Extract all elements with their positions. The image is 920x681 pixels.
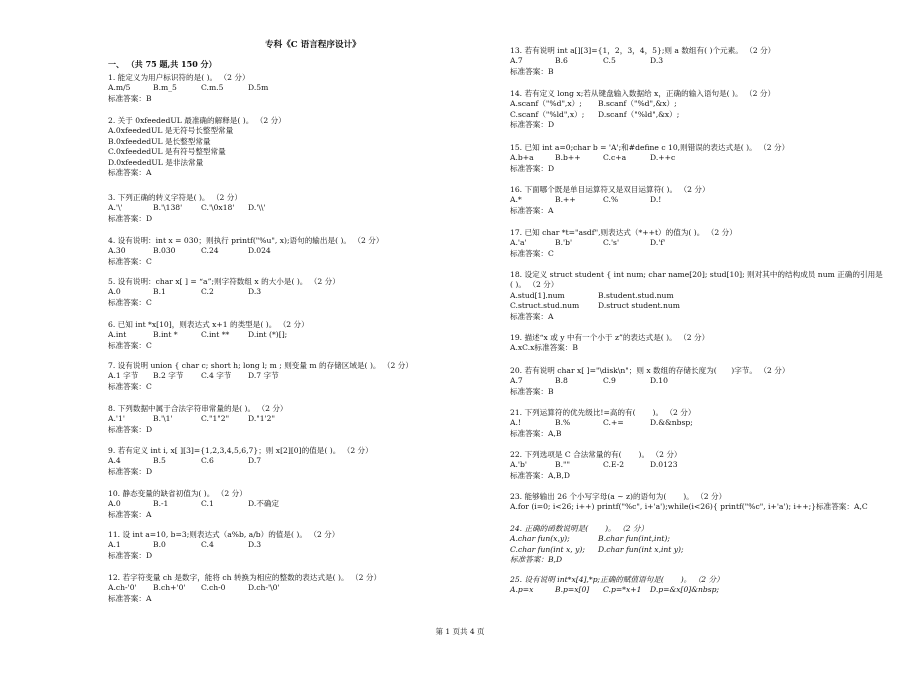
- options-row: [510, 110, 890, 120]
- option-A: A.b+a: [510, 153, 534, 163]
- options-row: [108, 414, 493, 424]
- options-row: [510, 545, 890, 555]
- option-C: C.E-2: [603, 460, 625, 470]
- question-14: [510, 89, 890, 131]
- standard-answer: 标准答案：C: [108, 256, 152, 266]
- question-line: D.0xfeededUL 是非法常量: [108, 157, 204, 167]
- standard-answer: 标准答案：A: [510, 311, 554, 321]
- option-C: C.'s': [603, 238, 620, 248]
- question-text: 25. 设有说明 int*x[4],*p;正确的赋值语句是( )。 （2 分）: [510, 575, 724, 584]
- option-C: C.'\0x18': [201, 203, 235, 213]
- question-text: 1. 能定义为用户标识符的是( )。 （2 分）: [108, 73, 250, 82]
- options-row: [108, 203, 493, 213]
- question-text: 10. 静态变量的缺省初值为( )。 （2 分）: [108, 489, 247, 498]
- option-D: D.不确定: [248, 499, 280, 509]
- options-row: [510, 534, 890, 544]
- question-text: 3. 下列正确的转义字符是( )。 （2 分）: [108, 193, 242, 202]
- question-16: [510, 185, 890, 216]
- option-C: C.1: [201, 499, 214, 509]
- standard-answer: 标准答案：C: [108, 381, 152, 391]
- standard-answer: 标准答案：A,B: [510, 428, 562, 438]
- option-C: C.6: [201, 456, 214, 466]
- question-text: 13. 若有说明 int a[][3]={1，2，3，4，5};则 a 数组有( )个元素。 （2 分）: [510, 46, 776, 55]
- option-D: D."1'2": [248, 414, 275, 424]
- question-text: 17. 已知 char *t="asdf",则表达式（*++t）的值为( )。 （2 分）: [510, 228, 737, 237]
- option-D: D.3: [248, 287, 262, 297]
- standard-answer: 标准答案：D: [108, 550, 153, 560]
- option-D: D.!: [650, 195, 662, 205]
- option-B: B.5: [153, 456, 166, 466]
- question-text: 6. 已知 int *x[10]，则表达式 x+1 的类型是( )。 （2 分）: [108, 320, 309, 329]
- option-B: B.++: [555, 195, 576, 205]
- question-24: [510, 524, 890, 566]
- options-row: [108, 330, 493, 340]
- option-C: C.9: [603, 376, 616, 386]
- standard-answer: 标准答案：D: [108, 424, 153, 434]
- standard-answer: 标准答案：B: [510, 66, 554, 76]
- option-A: A.1 字节: [108, 371, 139, 381]
- options-row: [510, 291, 890, 301]
- option-B: B.student.stud.num: [598, 290, 674, 300]
- standard-answer: 标准答案：A,B,D: [510, 470, 570, 480]
- option-C: C.struct.stud.num: [510, 301, 580, 311]
- option-D: D.'\\': [248, 203, 266, 213]
- question-text: 12. 若字符变量 ch 是数字，能将 ch 转换为相应的整数的表达式是( )。 （2 分）: [108, 573, 382, 582]
- option-D: D.024: [248, 246, 271, 256]
- options-row: [510, 238, 890, 248]
- option-C: C.24: [201, 246, 219, 256]
- option-A: A.30: [108, 246, 126, 256]
- standard-answer: 标准答案：A: [108, 593, 152, 603]
- option-C: C.scanf（"%ld",x）;: [510, 109, 585, 119]
- options-row: [108, 540, 493, 550]
- options-row: [510, 418, 890, 428]
- option-D: D.struct student.num: [598, 301, 680, 311]
- question-text: 24. 正确的函数说明是( )。 （2 分）: [510, 524, 649, 533]
- section-heading: 一、 （共 75 题,共 150 分）: [108, 59, 217, 69]
- question-19: [510, 333, 890, 354]
- question-11: [108, 530, 493, 561]
- options-row: [510, 301, 890, 311]
- option-C: C.5: [603, 56, 616, 66]
- option-A: A.!: [510, 418, 521, 428]
- standard-answer: 标准答案：B,D: [510, 555, 563, 565]
- option-B: B.030: [153, 246, 176, 256]
- question-23: [510, 492, 890, 513]
- option-B: B."": [555, 460, 570, 470]
- question-1: [108, 73, 493, 104]
- option-A: A.int: [108, 330, 127, 340]
- option-A: A.*: [510, 195, 522, 205]
- question-7: [108, 361, 493, 392]
- page-title: 专科《C 语言程序设计》: [265, 40, 361, 50]
- question-line: A.0xfeededUL 是无符号长整型常量: [108, 126, 234, 136]
- question-text: 22. 下列选项是 C 合法常量的有( )。 （2 分）: [510, 450, 682, 459]
- question-text: 9. 若有定义 int i, x[ ][3]={1,2,3,4,5,6,7}；则 x[2][0]的值是( )。 （2 分）: [108, 446, 373, 455]
- option-C: C.+=: [603, 418, 624, 428]
- option-A: A.7: [510, 56, 523, 66]
- question-text: 4. 设有说明：int x = 030；则执行 printf("%u", x);语句的输出是( )。 （2 分）: [108, 236, 384, 245]
- standard-answer: 标准答案：A: [108, 168, 152, 178]
- option-B: B.int *: [153, 330, 178, 340]
- question-text: 23. 能够输出 26 个小写字母(a ~ z)的语句为( )。 （2 分）: [510, 492, 727, 501]
- option-A: A.p=x: [510, 585, 534, 595]
- question-9: [108, 446, 493, 477]
- question-text: 5. 设有说明：char x[ ] = “a”;则字符数组 x 的大小是( )。 （2 分）: [108, 277, 340, 286]
- options-row: [510, 99, 890, 109]
- question-text: 11. 设 int a=10, b=3;则表达式（a%b, a/b）的值是( )。 （2 分）: [108, 530, 340, 539]
- option-A: A.7: [510, 376, 523, 386]
- option-A: A.scanf（"%d",x）;: [510, 99, 582, 109]
- option-D: D.++c: [650, 153, 676, 163]
- option-A: A.'1': [108, 414, 125, 424]
- question-line: A.xC.x标准答案：B: [510, 343, 578, 353]
- question-text: 14. 若有定义 long x;若从键盘输入数据给 x，正确的输入语句是( )。 （2 分）: [510, 89, 776, 98]
- options-row: [510, 153, 890, 163]
- question-22: [510, 450, 890, 481]
- question-21: [510, 408, 890, 439]
- option-C: C.4 字节: [201, 371, 232, 381]
- question-text: 15. 已知 int a=0;char b = 'A';和#define c 10,则错误的表达式是( )。 （2 分）: [510, 143, 790, 152]
- option-D: D.p=&x[0]&nbsp;: [650, 585, 720, 595]
- options-row: [510, 585, 890, 595]
- option-D: D.char fun(int x,int y);: [598, 544, 684, 554]
- option-B: B.-1: [153, 499, 169, 509]
- option-C: C.%: [603, 195, 619, 205]
- question-text: 8. 下列数据中属于合法字符串常量的是( )。 （2 分）: [108, 404, 288, 413]
- option-D: D.'f': [650, 238, 666, 248]
- option-B: B.8: [555, 376, 568, 386]
- question-line: B.0xfeededUL 是长整型常量: [108, 136, 211, 146]
- option-A: A.stud[1].num: [510, 290, 565, 300]
- question-6: [108, 320, 493, 351]
- standard-answer: 标准答案：D: [108, 466, 153, 476]
- standard-answer: 标准答案：A: [510, 205, 554, 215]
- option-B: B.'b': [555, 238, 573, 248]
- option-D: D.int (*)[];: [248, 330, 288, 340]
- standard-answer: 标准答案：B: [510, 386, 554, 396]
- standard-answer: 标准答案：D: [510, 163, 555, 173]
- options-row: [108, 499, 493, 509]
- option-D: D.0123: [650, 460, 678, 470]
- option-C: C.int **: [201, 330, 230, 340]
- option-B: B.2 字节: [153, 371, 184, 381]
- question-text: 19. 描述“x 或 y 中有一个小于 z”的表达式是( )。 （2 分）: [510, 333, 710, 342]
- option-B: B.m_5: [153, 83, 177, 93]
- option-B: B.scanf（"%d",&x）;: [598, 99, 677, 109]
- options-row: [510, 460, 890, 470]
- option-B: B.1: [153, 287, 166, 297]
- standard-answer: 标准答案：A: [108, 509, 152, 519]
- option-D: D.7: [248, 456, 262, 466]
- question-17: [510, 228, 890, 259]
- standard-answer: 标准答案：C: [108, 340, 152, 350]
- question-15: [510, 143, 890, 174]
- question-text: 7. 设有说明 union { char c; short h; long l; m ; 则变量 m 的存储区域是( )。 （2 分）: [108, 361, 413, 370]
- option-B: B.'\138': [153, 203, 183, 213]
- option-A: A.1: [108, 540, 121, 550]
- option-D: D.&&nbsp;: [650, 418, 693, 428]
- options-row: [108, 371, 493, 381]
- question-text: 2. 关于 0xfeededUL 最准确的解释是( )。 （2 分）: [108, 116, 286, 125]
- options-row: [108, 456, 493, 466]
- question-line: C.0xfeededUL 是有符号整型常量: [108, 147, 226, 157]
- option-C: C."1"2": [201, 414, 230, 424]
- question-12: [108, 573, 493, 604]
- option-C: C.ch-0: [201, 583, 226, 593]
- options-row: [510, 195, 890, 205]
- option-B: B.ch+'0': [153, 583, 186, 593]
- question-25: [510, 575, 890, 596]
- options-row: [108, 583, 493, 593]
- question-8: [108, 404, 493, 435]
- option-A: A.'b': [510, 460, 527, 470]
- option-D: D.3: [650, 56, 664, 66]
- question-5: [108, 277, 493, 308]
- question-text: 16. 下面哪个既是单目运算符又是双目运算符( )。 （2 分）: [510, 185, 710, 194]
- question-4: [108, 236, 493, 267]
- option-D: D.10: [650, 376, 668, 386]
- option-C: C.p=*x+1: [603, 585, 642, 595]
- option-B: B.b++: [555, 153, 581, 163]
- question-line: ( )。 （2 分）: [510, 280, 559, 290]
- option-A: A.'\': [108, 203, 123, 213]
- option-A: A.ch-'0': [108, 583, 137, 593]
- option-C: C.4: [201, 540, 214, 550]
- option-B: B.6: [555, 56, 568, 66]
- option-A: A.0: [108, 287, 121, 297]
- options-row: [108, 83, 493, 93]
- question-18: [510, 270, 890, 322]
- option-D: D.7 字节: [248, 371, 279, 381]
- option-A: A.char fun(x,y);: [510, 534, 570, 544]
- question-3: [108, 193, 493, 224]
- option-A: A.4: [108, 456, 121, 466]
- question-line: A.for (i=0; i<26; i++) printf("%c", i+'a');while(i<26){ printf("%c", i+'a'); i++;}标准答案：A,C: [510, 502, 868, 512]
- option-B: B.0: [153, 540, 166, 550]
- question-10: [108, 489, 493, 520]
- question-13: [510, 46, 890, 77]
- option-B: B.%: [555, 418, 571, 428]
- page-footer: 第 1 页共 4 页: [435, 627, 485, 636]
- standard-answer: 标准答案：D: [510, 120, 555, 130]
- option-B: B.'\1': [153, 414, 173, 424]
- option-D: D.scanf（"%ld",&x）;: [598, 109, 680, 119]
- option-C: C.m.5: [201, 83, 224, 93]
- question-text: 18. 设定义 struct student { int num; char name[20]; stud[10]; 则对其中的结构成员 num 正确的引用是: [510, 270, 883, 279]
- option-C: C.c+a: [603, 153, 627, 163]
- option-C: C.char fun(int x, y);: [510, 544, 585, 554]
- question-20: [510, 366, 890, 397]
- standard-answer: 标准答案：B: [108, 93, 152, 103]
- option-D: D.5m: [248, 83, 269, 93]
- question-text: 20. 若有说明 char x[ ]="\disk\n"；则 x 数组的存储长度为( )字节。 （2 分）: [510, 366, 790, 375]
- question-2: [108, 116, 493, 178]
- standard-answer: 标准答案：D: [108, 213, 153, 223]
- options-row: [108, 287, 493, 297]
- option-B: B.char fun(int,int);: [598, 534, 670, 544]
- standard-answer: 标准答案：C: [510, 248, 554, 258]
- option-D: D.ch-'\0': [248, 583, 280, 593]
- option-A: A.0: [108, 499, 121, 509]
- options-row: [510, 56, 890, 66]
- question-text: 21. 下列运算符的优先级比!=高的有( )。 （2 分）: [510, 408, 696, 417]
- option-B: B.p=x[0]: [555, 585, 590, 595]
- standard-answer: 标准答案：C: [108, 297, 152, 307]
- option-C: C.2: [201, 287, 214, 297]
- option-A: A.m/5: [108, 83, 131, 93]
- option-D: D.3: [248, 540, 262, 550]
- options-row: [510, 376, 890, 386]
- option-A: A.'a': [510, 238, 527, 248]
- options-row: [108, 246, 493, 256]
